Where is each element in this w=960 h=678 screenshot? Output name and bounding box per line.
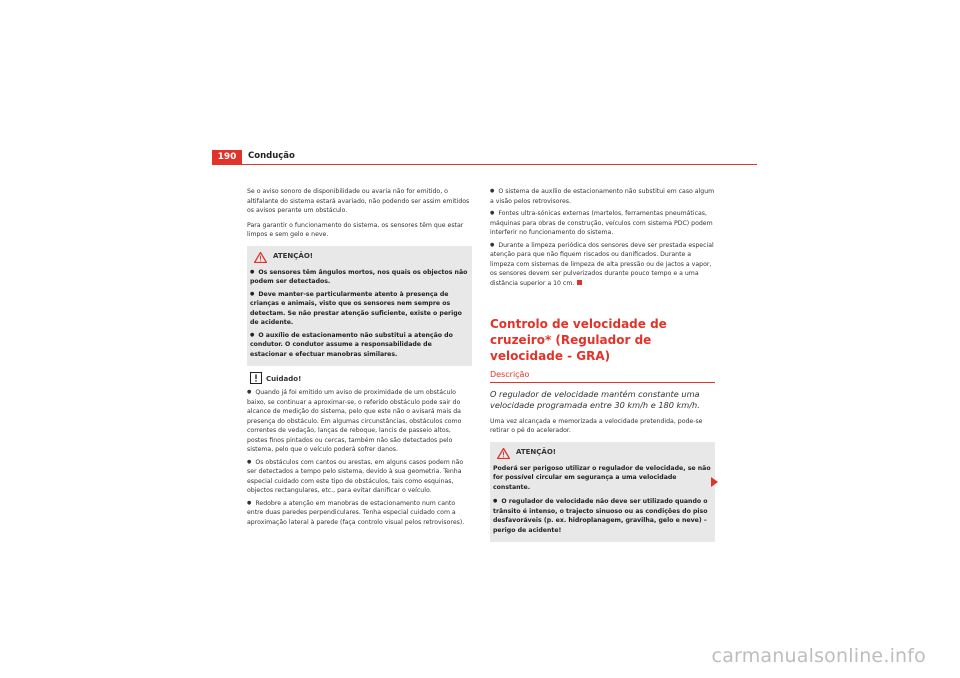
warning-item: ● O regulador de velocidade não deve ser utilizado quando o trânsito é intenso, o trajecto sinuoso ou as condições do piso desfavoráveis (p. ex. hidroplanagem, gravilha, gelo e neve) – perigo de acidente! — [493, 497, 712, 535]
warning-box — [247, 246, 472, 367]
list-item: ● Fontes ultra-sónicas externas (martelos, ferramentas pneumáticas, máquinas para obras de construção, veículos com sistema PDC) podem interferir no funcionamento do sistema. — [490, 209, 715, 238]
list-item: ● O sistema de auxílio de estacionamento não substitui em caso algum a visão pelos retrovisores. — [490, 187, 715, 206]
section-end-marker — [577, 280, 582, 285]
list-item-text: Durante a limpeza periódica dos sensores deve ser prestada especial atenção para que não fiquem riscados ou danificados. Durante a limpeza com sistemas de limpeza de alta pressão ou de jactos a vapor, os sensores devem ser pulverizados durante pouco tempo e a uma distância superior a 10 cm. — [490, 241, 714, 287]
warning-box — [490, 442, 715, 543]
caution-icon — [250, 372, 262, 384]
page-header-title: Condução — [248, 151, 295, 161]
warning-triangle-icon — [497, 448, 510, 459]
continue-arrow-icon — [711, 477, 718, 487]
footer-watermark: carmanualsonline.info — [711, 645, 926, 667]
warning-heading — [497, 448, 712, 459]
warning-item: ● Os sensores têm ângulos mortos, nos quais os objectos não podem ser detectados. — [250, 268, 469, 287]
right-column — [490, 187, 715, 548]
list-item — [490, 241, 715, 289]
warning-item: ● Deve manter-se particularmente atento à presença de crianças e animais, visto que os sensores nem sempre os detectam. Se não prestar atenção suficiente, existe o perigo de acidente. — [250, 290, 469, 328]
section-title: Controlo de velocidade de cruzeiro* (Regulador de velocidade - GRA) — [490, 317, 667, 363]
caution-title: Cuidado! — [266, 374, 302, 383]
caution-item: ● Quando já foi emitido um aviso de proximidade de um obstáculo baixo, se continuar a aproximar-se, o referido obstáculo pode sair do alcance de medição do sistema, pelo que este não o avisará mais da presença do obstáculo. Em algumas circunstâncias, obstáculos como correntes de vedação, lanças de reboque, lancis de passeio altos, postes finos pintados ou cercas, também não são detectados pelo sistema, pelo que o veículo poderá sofrer danos. — [247, 388, 472, 455]
caution-item: ● Redobre a atenção em manobras de estacionamento num canto entre duas paredes perpendiculares. Tenha especial cuidado com a aproximação lateral à parede (faça controlo visual pelos retrovisores). — [247, 499, 472, 528]
paragraph: Para garantir o funcionamento do sistema, os sensores têm que estar limpos e sem gelo e neve. — [247, 221, 464, 238]
paragraph: Se o aviso sonoro de disponibilidade ou avaria não for emitido, o altifalante do sistema estará avariado, não podendo ser assim emitidos os avisos perante um obstáculo. — [247, 188, 470, 214]
page-number: 190 — [212, 150, 242, 164]
header-divider — [212, 164, 757, 165]
paragraph: Uma vez alcançada e memorizada a velocidade pretendida, pode-se retirar o pé do acelerador. — [490, 417, 703, 434]
caution-heading — [250, 372, 472, 384]
warning-title: ATENÇÃO! — [273, 252, 313, 261]
left-column — [247, 187, 472, 530]
warning-title: ATENÇÃO! — [516, 448, 556, 457]
subsection-title: Descrição — [490, 370, 715, 383]
warning-item: ● O auxílio de estacionamento não substitui a atenção do condutor. O condutor assume a responsabilidade de estacionar e efectuar manobras similares. — [250, 331, 469, 360]
warning-intro: Poderá ser perigoso utilizar o regulador de velocidade, se não for possível circular em segurança a uma velocidade constante. — [493, 464, 711, 491]
lead-paragraph: O regulador de velocidade mantém constante uma velocidade programada entre 30 km/h e 180 km/h. — [490, 388, 700, 410]
caution-item: ● Os obstáculos com cantos ou arestas, em alguns casos podem não ser detectados a tempo pelo sistema, devido à sua geometria. Tenha especial cuidado com este tipo de obstáculos, tais como esquinas, objectos rectangulares, etc., para evitar danificar o veículo. — [247, 458, 472, 496]
warning-triangle-icon — [254, 252, 267, 263]
warning-heading — [254, 252, 469, 263]
